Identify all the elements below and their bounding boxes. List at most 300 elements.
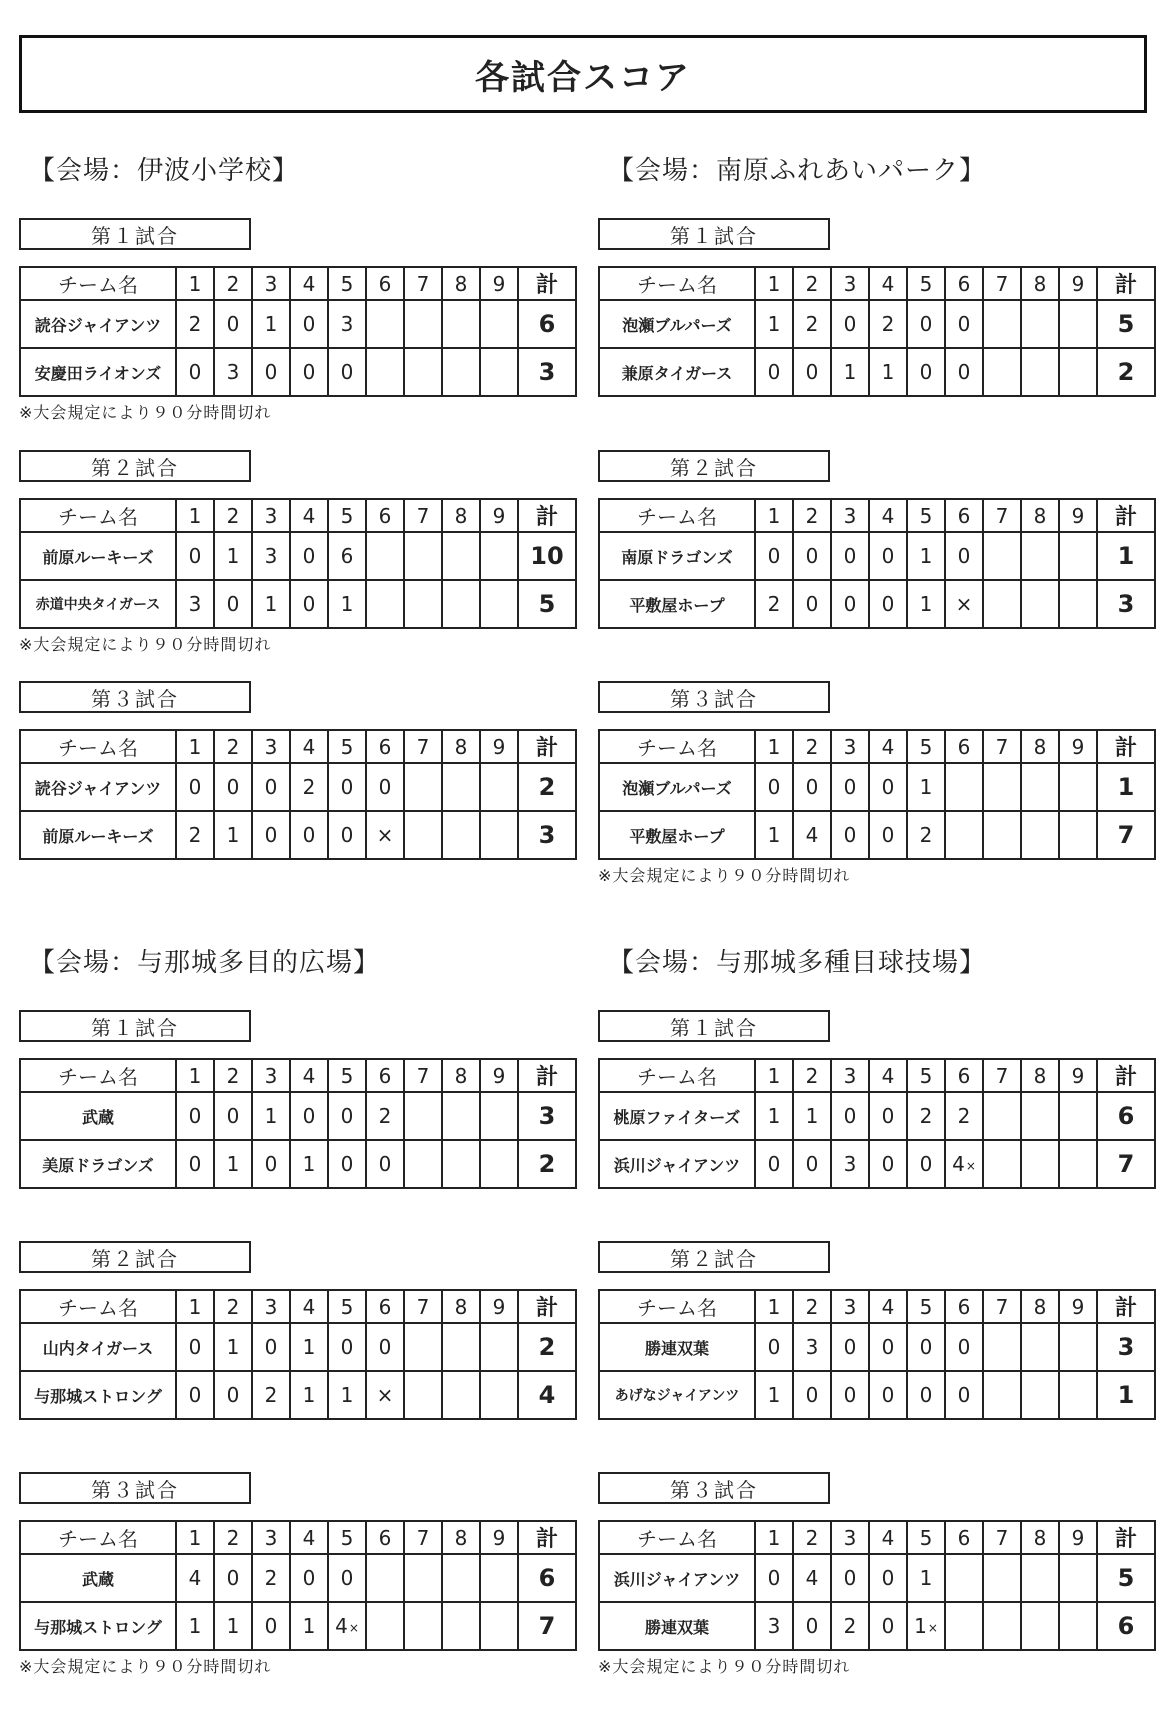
inning-score: 0 <box>290 1554 328 1602</box>
inning-score <box>983 348 1021 396</box>
team-row <box>599 1323 1155 1371</box>
inning-score <box>983 1371 1021 1419</box>
team-row <box>599 300 1155 348</box>
total-score: 5 <box>518 580 576 628</box>
inning-score: 0 <box>290 300 328 348</box>
inning-score: 0 <box>176 348 214 396</box>
time-limit-note: ※大会規定により９０分時間切れ <box>19 403 272 422</box>
inning-score: 2 <box>907 1092 945 1140</box>
inning-score: 0 <box>869 811 907 859</box>
inning-score <box>1059 1140 1097 1188</box>
inning-score <box>983 1554 1021 1602</box>
total-score: 3 <box>518 1092 576 1140</box>
total-header: 計 <box>1097 730 1155 763</box>
inning-score <box>404 1554 442 1602</box>
total-header: 計 <box>1097 1521 1155 1554</box>
inning-score <box>1021 532 1059 580</box>
walkoff-mark: × <box>965 1158 976 1173</box>
inning-score <box>366 348 404 396</box>
total-score: 3 <box>1097 580 1155 628</box>
inning-score: 2 <box>366 1092 404 1140</box>
game-block <box>19 1241 577 1420</box>
walkoff-mark: × <box>348 1620 359 1635</box>
inning-score: 0 <box>290 532 328 580</box>
inning-header: 2 <box>793 1290 831 1323</box>
inning-header: 1 <box>176 1059 214 1092</box>
header-row <box>599 1290 1155 1323</box>
inning-score: 0 <box>176 1371 214 1419</box>
total-score: 1 <box>1097 763 1155 811</box>
total-score: 1 <box>1097 532 1155 580</box>
inning-score: 1 <box>755 300 793 348</box>
team-name: あげなジャイアンツ <box>599 1371 755 1419</box>
inning-score: 3 <box>328 300 366 348</box>
inning-header: 4 <box>869 267 907 300</box>
inning-score <box>1059 580 1097 628</box>
team-column-header: チーム名 <box>599 1521 755 1554</box>
inning-score: 0 <box>755 532 793 580</box>
inning-score: 2 <box>290 763 328 811</box>
inning-score: 0 <box>252 763 290 811</box>
inning-score: 2 <box>793 300 831 348</box>
inning-score: 0 <box>907 300 945 348</box>
total-score: 6 <box>518 1554 576 1602</box>
inning-score <box>404 580 442 628</box>
inning-header: 2 <box>214 1290 252 1323</box>
total-header: 計 <box>1097 499 1155 532</box>
total-score: 10 <box>518 532 576 580</box>
inning-score <box>1059 348 1097 396</box>
team-row <box>599 532 1155 580</box>
game-label: 第３試合 <box>19 681 251 713</box>
inning-header: 8 <box>442 730 480 763</box>
inning-header: 1 <box>755 1290 793 1323</box>
inning-score: 0 <box>755 1554 793 1602</box>
inning-header: 2 <box>793 1521 831 1554</box>
venue-title: 【会場：南原ふれあいパーク】 <box>608 156 987 186</box>
inning-score <box>480 1371 518 1419</box>
inning-score <box>480 580 518 628</box>
venue-title: 【会場：伊波小学校】 <box>29 156 300 186</box>
inning-score <box>442 1554 480 1602</box>
team-name: 平敷屋ホープ <box>599 580 755 628</box>
header-row <box>599 267 1155 300</box>
inning-score: 0 <box>831 1371 869 1419</box>
inning-score: 0 <box>214 1371 252 1419</box>
team-row <box>20 763 576 811</box>
inning-header: 1 <box>755 1521 793 1554</box>
inning-score: 1 <box>252 580 290 628</box>
inning-header: 9 <box>480 499 518 532</box>
page-title: 各試合スコア <box>19 35 1147 113</box>
team-row <box>599 811 1155 859</box>
team-row <box>599 348 1155 396</box>
inning-score: 4 <box>176 1554 214 1602</box>
total-header: 計 <box>1097 1290 1155 1323</box>
inning-score: 0 <box>831 763 869 811</box>
inning-header: 6 <box>945 1290 983 1323</box>
total-score: 2 <box>1097 348 1155 396</box>
team-name: 前原ルーキーズ <box>20 811 176 859</box>
inning-header: 4 <box>869 1521 907 1554</box>
inning-score <box>983 1602 1021 1650</box>
team-name: 与那城ストロング <box>20 1602 176 1650</box>
inning-header: 1 <box>176 267 214 300</box>
inning-header: 7 <box>983 730 1021 763</box>
inning-score: 1 <box>907 763 945 811</box>
game-block <box>598 1010 1156 1189</box>
inning-score: 1 <box>214 1602 252 1650</box>
inning-score: 2 <box>869 300 907 348</box>
inning-score: × <box>366 811 404 859</box>
team-name: 前原ルーキーズ <box>20 532 176 580</box>
total-score: 3 <box>1097 1323 1155 1371</box>
inning-score: 1 <box>907 1554 945 1602</box>
inning-score <box>1021 811 1059 859</box>
inning-score: 0 <box>793 580 831 628</box>
team-name: 与那城ストロング <box>20 1371 176 1419</box>
inning-score <box>480 1092 518 1140</box>
inning-header: 8 <box>1021 499 1059 532</box>
total-score: 2 <box>518 1323 576 1371</box>
inning-score: 1 <box>907 532 945 580</box>
inning-score: 1 <box>214 532 252 580</box>
inning-score: 0 <box>366 1140 404 1188</box>
inning-score <box>945 763 983 811</box>
total-header: 計 <box>518 1290 576 1323</box>
inning-score: 0 <box>290 1092 328 1140</box>
inning-score: 0 <box>366 763 404 811</box>
score-table <box>19 266 577 397</box>
inning-header: 2 <box>793 499 831 532</box>
team-row <box>599 1140 1155 1188</box>
inning-score: 0 <box>793 1602 831 1650</box>
inning-score: 1 <box>214 811 252 859</box>
inning-header: 9 <box>1059 1290 1097 1323</box>
total-header: 計 <box>518 1521 576 1554</box>
inning-score <box>1059 532 1097 580</box>
header-row <box>599 1521 1155 1554</box>
inning-score <box>1021 348 1059 396</box>
game-label: 第１試合 <box>19 1010 251 1042</box>
inning-score: 0 <box>793 1140 831 1188</box>
inning-score <box>442 348 480 396</box>
inning-score <box>442 1602 480 1650</box>
team-row <box>20 1323 576 1371</box>
total-header: 計 <box>518 499 576 532</box>
inning-score: 0 <box>176 1092 214 1140</box>
inning-header: 6 <box>366 267 404 300</box>
inning-header: 7 <box>404 730 442 763</box>
inning-score: 0 <box>793 532 831 580</box>
inning-header: 5 <box>907 1290 945 1323</box>
team-name: 浜川ジャイアンツ <box>599 1554 755 1602</box>
team-name: 武蔵 <box>20 1092 176 1140</box>
game-block <box>19 1472 577 1677</box>
inning-header: 5 <box>328 730 366 763</box>
inning-score <box>1021 1323 1059 1371</box>
inning-score: 2 <box>176 811 214 859</box>
inning-score: 0 <box>176 763 214 811</box>
inning-header: 2 <box>214 1059 252 1092</box>
inning-score: 0 <box>328 1092 366 1140</box>
inning-header: 5 <box>907 1059 945 1092</box>
inning-score <box>1021 580 1059 628</box>
inning-header: 9 <box>480 1290 518 1323</box>
inning-header: 2 <box>793 730 831 763</box>
inning-score: 1× <box>907 1602 945 1650</box>
inning-header: 6 <box>366 1521 404 1554</box>
game-block <box>598 1472 1156 1677</box>
inning-score: 0 <box>945 348 983 396</box>
team-column-header: チーム名 <box>20 730 176 763</box>
inning-header: 1 <box>755 267 793 300</box>
inning-header: 6 <box>366 1059 404 1092</box>
inning-score: 0 <box>869 1092 907 1140</box>
inning-header: 4 <box>290 267 328 300</box>
inning-score: 0 <box>252 811 290 859</box>
inning-header: 6 <box>366 499 404 532</box>
inning-score <box>480 811 518 859</box>
score-table <box>598 1058 1156 1189</box>
team-column-header: チーム名 <box>20 1521 176 1554</box>
inning-score <box>442 1092 480 1140</box>
inning-score: 0 <box>831 1554 869 1602</box>
inning-header: 4 <box>290 1521 328 1554</box>
team-name: 浜川ジャイアンツ <box>599 1140 755 1188</box>
inning-score: 1 <box>290 1323 328 1371</box>
total-score: 6 <box>1097 1602 1155 1650</box>
inning-score: 3 <box>176 580 214 628</box>
inning-score <box>442 1140 480 1188</box>
inning-score: 0 <box>869 580 907 628</box>
team-name: 勝連双葉 <box>599 1323 755 1371</box>
score-table <box>19 1289 577 1420</box>
team-name: 南原ドラゴンズ <box>599 532 755 580</box>
inning-header: 2 <box>214 730 252 763</box>
inning-score <box>1059 1554 1097 1602</box>
inning-score: 0 <box>328 763 366 811</box>
inning-score: 4× <box>945 1140 983 1188</box>
total-score: 6 <box>1097 1092 1155 1140</box>
inning-score <box>1021 1092 1059 1140</box>
inning-score: × <box>366 1371 404 1419</box>
inning-score <box>404 811 442 859</box>
inning-score: 3 <box>252 532 290 580</box>
inning-header: 7 <box>983 267 1021 300</box>
inning-score: 0 <box>831 580 869 628</box>
game-block <box>19 1010 577 1189</box>
inning-header: 3 <box>252 730 290 763</box>
game-label: 第３試合 <box>598 681 830 713</box>
inning-score <box>366 532 404 580</box>
total-score: 6 <box>518 300 576 348</box>
team-row <box>20 1554 576 1602</box>
time-limit-note: ※大会規定により９０分時間切れ <box>598 1657 851 1676</box>
inning-score: 1 <box>290 1602 328 1650</box>
inning-score <box>983 1323 1021 1371</box>
team-row <box>20 1092 576 1140</box>
inning-header: 9 <box>480 1521 518 1554</box>
total-score: 5 <box>1097 1554 1155 1602</box>
inning-score <box>404 1371 442 1419</box>
team-row <box>20 348 576 396</box>
inning-header: 5 <box>328 1059 366 1092</box>
inning-score <box>945 1602 983 1650</box>
inning-header: 2 <box>793 267 831 300</box>
inning-header: 4 <box>290 499 328 532</box>
game-label: 第１試合 <box>598 1010 830 1042</box>
team-row <box>599 1371 1155 1419</box>
inning-score: 0 <box>793 763 831 811</box>
inning-score: 0 <box>328 1554 366 1602</box>
game-block <box>19 450 577 655</box>
inning-score: 3 <box>831 1140 869 1188</box>
venue-title: 【会場：与那城多種目球技場】 <box>608 948 987 978</box>
inning-score <box>1059 1323 1097 1371</box>
score-table <box>598 1289 1156 1420</box>
total-score: 4 <box>518 1371 576 1419</box>
inning-header: 4 <box>869 499 907 532</box>
inning-header: 3 <box>831 499 869 532</box>
inning-score <box>983 532 1021 580</box>
inning-header: 6 <box>366 1290 404 1323</box>
team-column-header: チーム名 <box>599 499 755 532</box>
game-block <box>19 681 577 860</box>
inning-header: 1 <box>176 1521 214 1554</box>
score-table <box>598 266 1156 397</box>
team-row <box>20 532 576 580</box>
inning-header: 5 <box>907 1521 945 1554</box>
team-name: 赤道中央タイガース <box>20 580 176 628</box>
total-score: 7 <box>1097 1140 1155 1188</box>
inning-score: 4 <box>793 811 831 859</box>
team-column-header: チーム名 <box>599 1290 755 1323</box>
total-score: 7 <box>1097 811 1155 859</box>
score-table <box>19 498 577 629</box>
inning-score: 0 <box>214 300 252 348</box>
inning-score: 1 <box>793 1092 831 1140</box>
inning-score <box>1021 1140 1059 1188</box>
inning-score <box>404 1140 442 1188</box>
inning-score: 1 <box>214 1140 252 1188</box>
total-score: 3 <box>518 811 576 859</box>
team-row <box>20 300 576 348</box>
inning-header: 4 <box>869 730 907 763</box>
inning-header: 8 <box>442 499 480 532</box>
game-block <box>598 450 1156 629</box>
inning-score <box>1059 1602 1097 1650</box>
total-header: 計 <box>518 730 576 763</box>
total-score: 2 <box>518 763 576 811</box>
inning-score: 0 <box>793 348 831 396</box>
inning-header: 1 <box>755 1059 793 1092</box>
inning-score: 0 <box>831 300 869 348</box>
team-row <box>599 1092 1155 1140</box>
inning-header: 3 <box>831 267 869 300</box>
inning-score: 1 <box>328 1371 366 1419</box>
inning-score <box>480 1140 518 1188</box>
inning-score: 2 <box>755 580 793 628</box>
walkoff-mark: × <box>927 1620 938 1635</box>
inning-score: 0 <box>214 580 252 628</box>
team-row <box>599 763 1155 811</box>
inning-header: 6 <box>366 730 404 763</box>
inning-header: 8 <box>1021 1059 1059 1092</box>
team-column-header: チーム名 <box>20 1059 176 1092</box>
inning-score: 0 <box>907 1323 945 1371</box>
inning-header: 1 <box>176 730 214 763</box>
team-name: 読谷ジャイアンツ <box>20 300 176 348</box>
game-label: 第３試合 <box>19 1472 251 1504</box>
game-label: 第２試合 <box>598 450 830 482</box>
inning-score <box>404 1323 442 1371</box>
inning-header: 7 <box>983 1521 1021 1554</box>
inning-header: 1 <box>176 499 214 532</box>
inning-header: 7 <box>983 1290 1021 1323</box>
team-row <box>599 1602 1155 1650</box>
game-label: 第３試合 <box>598 1472 830 1504</box>
inning-score: 0 <box>869 763 907 811</box>
inning-score <box>442 1371 480 1419</box>
inning-score <box>442 811 480 859</box>
inning-score: 0 <box>907 348 945 396</box>
game-block <box>19 218 577 423</box>
team-row <box>20 1140 576 1188</box>
score-table <box>598 1520 1156 1651</box>
inning-score <box>442 580 480 628</box>
inning-header: 5 <box>907 730 945 763</box>
inning-score: 0 <box>831 1092 869 1140</box>
game-label: 第１試合 <box>598 218 830 250</box>
inning-score <box>1021 1371 1059 1419</box>
team-row <box>20 580 576 628</box>
inning-score: 0 <box>176 1323 214 1371</box>
inning-header: 6 <box>945 1059 983 1092</box>
inning-score: 0 <box>869 1554 907 1602</box>
inning-score <box>442 532 480 580</box>
inning-header: 9 <box>1059 1059 1097 1092</box>
inning-score: 2 <box>945 1092 983 1140</box>
inning-score <box>1059 1371 1097 1419</box>
inning-score <box>366 300 404 348</box>
inning-score: 1 <box>328 580 366 628</box>
inning-header: 5 <box>328 1521 366 1554</box>
inning-header: 5 <box>328 1290 366 1323</box>
inning-score: 0 <box>328 348 366 396</box>
inning-score: 2 <box>176 300 214 348</box>
inning-header: 8 <box>1021 1521 1059 1554</box>
header-row <box>20 1059 576 1092</box>
game-label: 第１試合 <box>19 218 251 250</box>
inning-header: 4 <box>869 1059 907 1092</box>
inning-score <box>983 763 1021 811</box>
inning-score <box>983 1092 1021 1140</box>
inning-score: 0 <box>328 1140 366 1188</box>
inning-score <box>404 1092 442 1140</box>
inning-score: 1 <box>755 1092 793 1140</box>
inning-score: 0 <box>869 1602 907 1650</box>
inning-score: 1 <box>755 1371 793 1419</box>
inning-score: 4× <box>328 1602 366 1650</box>
team-name: 平敷屋ホープ <box>599 811 755 859</box>
inning-header: 4 <box>290 1290 328 1323</box>
inning-score <box>404 348 442 396</box>
inning-header: 5 <box>328 499 366 532</box>
inning-score <box>404 300 442 348</box>
inning-score <box>983 1140 1021 1188</box>
inning-score: 2 <box>252 1371 290 1419</box>
